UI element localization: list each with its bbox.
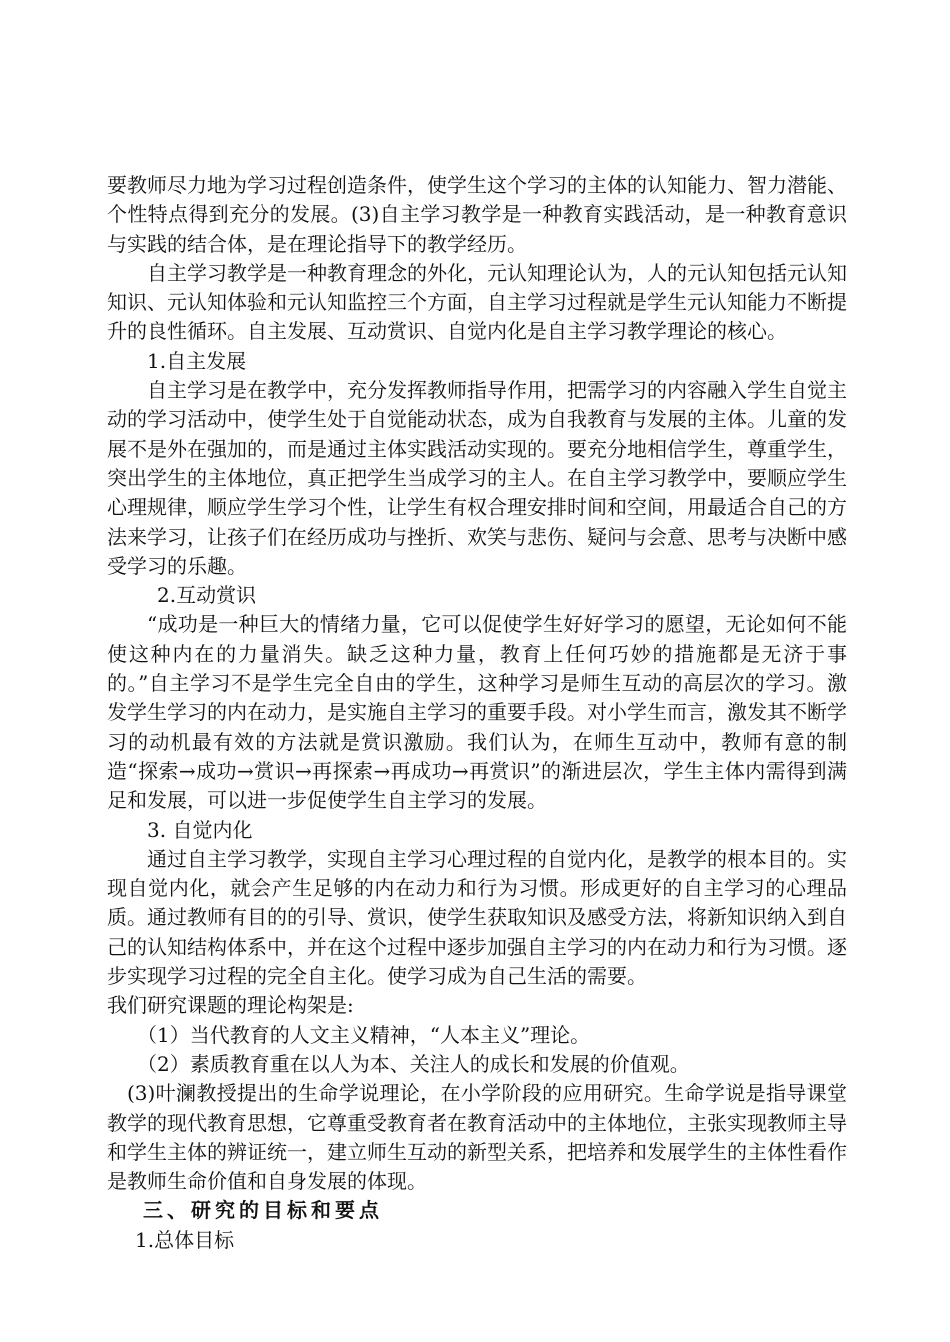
list-item-3: (3)叶澜教授提出的生命学说理论，在小学阶段的应用研究。生命学说是指导课堂教学的现代教育思想，它尊重受教育者在教育活动中的主体地位，主张实现教师主导和学生主体的辨证统一，建立师生互动的新型关系，把培养和发展学生的主体性看作是教师生命价值和自身发展的体现。 — [107, 1081, 847, 1194]
body-text — [107, 171, 847, 1255]
list-item-2: （2）素质教育重在以人为本、关注人的成长和发展的价值观。 — [137, 1051, 690, 1076]
list-item-1: （1）当代教育的人文主义精神，“人本主义”理论。 — [137, 1022, 591, 1047]
section-title: 三、研究的目标和要点 — [143, 1198, 383, 1223]
heading-interactive-appreciation: 2.互动赏识 — [157, 583, 257, 608]
paragraph-2: 自主学习教学是一种教育理念的外化，元认知理论认为，人的元认知包括元认知知识、元认知体验和元认知监控三个方面，自主学习过程就是学生元认知能力不断提升的良性循环。自主发展、互动赏识、自觉内化是自主学习教学理论的核心。 — [107, 260, 847, 344]
paragraph-1: 要教师尽力地为学习过程创造条件，使学生这个学习的主体的认知能力、智力潜能、个性特点得到充分的发展。(3)自主学习教学是一种教育实践活动，是一种教育意识与实践的结合体，是在理论指导下的教学经历。 — [107, 173, 847, 256]
paragraph-5: 通过自主学习教学，实现自主学习心理过程的自觉内化，是教学的根本目的。实现自觉内化，就会产生足够的内在动力和行为习惯。形成更好的自主学习的心理品质。通过教师有目的的引导、赏识，使学生获取知识及感受方法，将新知识纳入到自己的认知结构体系中，并在这个过程中逐步加强自主学习的内在动力和行为习惯。逐步实现学习过程的完全自主化。使学习成为自己生活的需要。 — [107, 846, 847, 989]
paragraph-6: 我们研究课题的理论构架是: — [107, 993, 354, 1018]
paragraph-4: “成功是一种巨大的情绪力量，它可以促使学生好好学习的愿望，无论如何不能使这种内在的力量消失。缺乏这种力量，教育上任何巧妙的措施都是无济于事的。”自主学习不是学生完全自由的学生，这种学习是师生互动的高层次的学习。激发学生学习的内在动力，是实施自主学习的重要手段。对小学生而言，激发其不断学习的动机最有效的方法就是赏识激励。我们认为，在师生互动中，教师有意的制造“探索→成功→赏识→再探索→再成功→再赏识”的渐进层次，学生主体内需得到满足和发展，可以进一步促使学生自主学习的发展。 — [107, 612, 847, 813]
sub-title-overall-goal: 1.总体目标 — [135, 1227, 235, 1252]
paragraph-3: 自主学习是在教学中，充分发挥教师指导作用，把需学习的内容融入学生自觉主动的学习活动中，使学生处于自觉能动状态，成为自我教育与发展的主体。儿童的发展不是外在强加的，而是通过主体实践活动实现的。要充分地相信学生，尊重学生，突出学生的主体地位，真正把学生当成学习的主人。在自主学习教学中，要顺应学生心理规律，顺应学生学习个性，让学生有权合理安排时间和空间，用最适合自己的方法来学习，让孩子们在经历成功与挫折、欢笑与悲伤、疑问与会意、思考与决断中感受学习的乐趣。 — [107, 378, 847, 578]
heading-self-development: 1.自主发展 — [147, 348, 247, 373]
heading-conscious-internalization: 3. 自觉内化 — [147, 817, 253, 842]
